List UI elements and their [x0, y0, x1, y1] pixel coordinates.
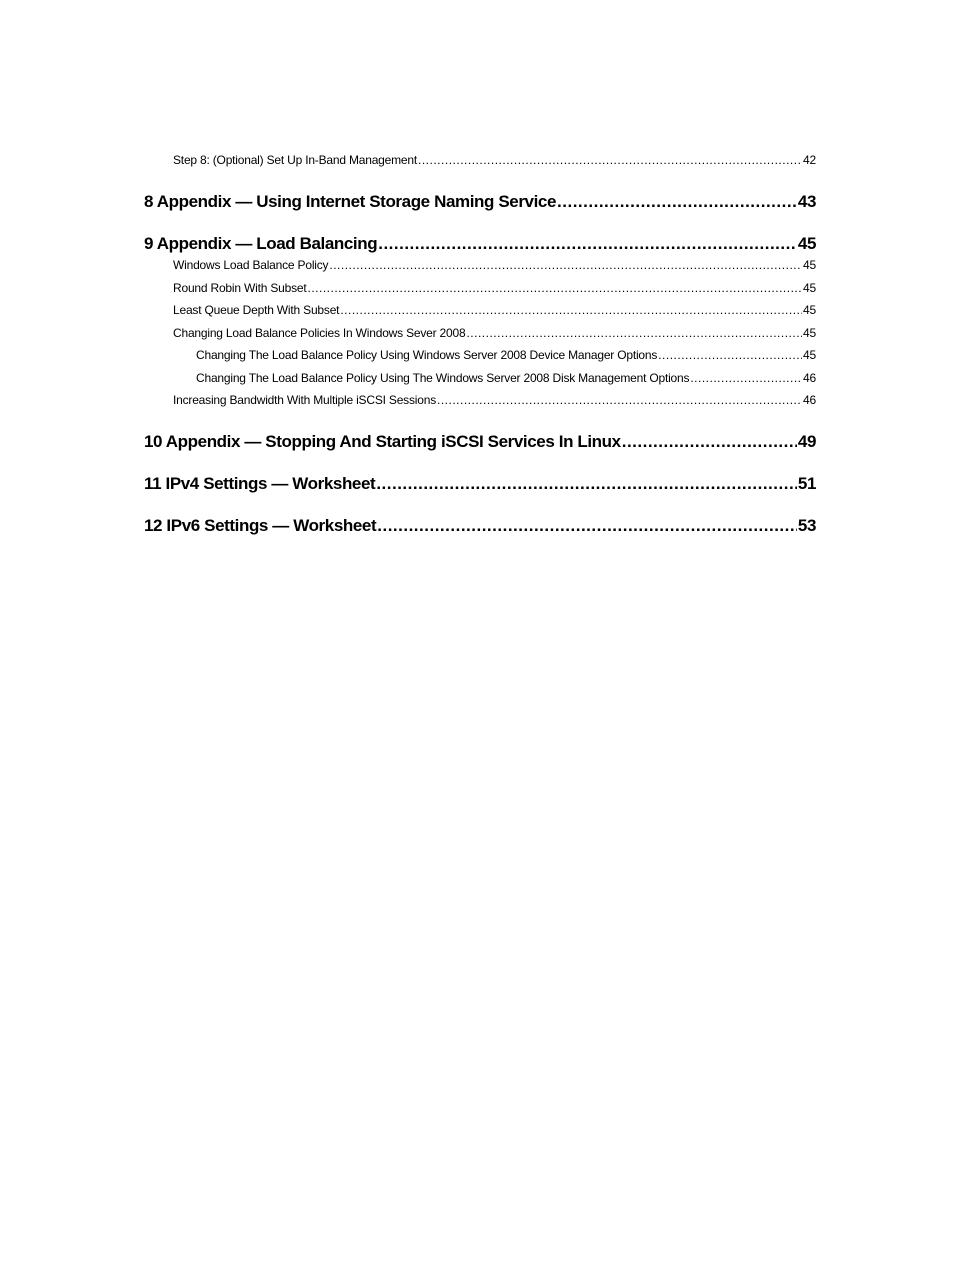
toc-entry-title: Increasing Bandwidth With Multiple iSCSI Sessions [173, 393, 436, 407]
toc-entry-page: 45 [803, 348, 816, 362]
toc-entry-page: 42 [803, 153, 816, 167]
dot-leader [690, 371, 802, 385]
dot-leader [437, 393, 802, 407]
toc-entry-title: Changing The Load Balance Policy Using The Windows Server 2008 Disk Management Options [196, 371, 690, 385]
toc-entry-disk-management-options[interactable] [196, 371, 816, 387]
toc-entry-title: Step 8: (Optional) Set Up In-Band Management [173, 153, 418, 167]
toc-entry-chapter-10[interactable] [144, 432, 816, 456]
toc-entry-page: 53 [797, 516, 816, 535]
toc-entry-title: Least Queue Depth With Subset [173, 303, 340, 317]
toc-entry-page: 45 [797, 234, 816, 253]
dot-leader [622, 432, 797, 452]
toc-entry-title: 10 Appendix — Stopping And Starting iSCSI Services In Linux [144, 432, 621, 451]
toc-entry-page: 45 [803, 281, 816, 295]
toc-entry-title: 12 IPv6 Settings — Worksheet [144, 516, 377, 535]
dot-leader [418, 153, 802, 167]
toc-entry-title: 11 IPv4 Settings — Worksheet [144, 474, 376, 493]
toc-entry-page: 43 [797, 192, 816, 211]
dot-leader [658, 348, 802, 362]
toc-entry-step-8[interactable] [173, 153, 816, 169]
toc-entry-chapter-8[interactable] [144, 192, 816, 216]
toc-entry-changing-load-balance-policies[interactable] [173, 326, 816, 342]
toc-entry-title: Changing The Load Balance Policy Using Windows Server 2008 Device Manager Options [196, 348, 658, 362]
dot-leader [557, 192, 797, 212]
toc-entry-windows-load-balance-policy[interactable] [173, 258, 816, 274]
dot-leader [466, 326, 802, 340]
toc-entry-page: 46 [803, 371, 816, 385]
toc-entry-page: 49 [797, 432, 816, 451]
toc-entry-device-manager-options[interactable] [196, 348, 816, 364]
toc-entry-title: 9 Appendix — Load Balancing [144, 234, 378, 253]
toc-entry-page: 51 [797, 474, 816, 493]
dot-leader [307, 281, 802, 295]
toc-entry-title: Round Robin With Subset [173, 281, 307, 295]
toc-entry-title: Changing Load Balance Policies In Windows Sever 2008 [173, 326, 466, 340]
toc-entry-increasing-bandwidth[interactable] [173, 393, 816, 409]
dot-leader [376, 474, 797, 494]
toc-entry-page: 45 [803, 303, 816, 317]
dot-leader [377, 516, 797, 536]
dot-leader [329, 258, 802, 272]
toc-entry-round-robin[interactable] [173, 281, 816, 297]
toc-entry-page: 46 [803, 393, 816, 407]
toc-entry-chapter-12[interactable] [144, 516, 816, 540]
toc-entry-chapter-11[interactable] [144, 474, 816, 498]
toc-entry-page: 45 [803, 258, 816, 272]
toc-entry-chapter-9[interactable] [144, 234, 816, 258]
toc-entry-title: 8 Appendix — Using Internet Storage Naming Service [144, 192, 557, 211]
toc-entry-least-queue-depth[interactable] [173, 303, 816, 319]
dot-leader [340, 303, 802, 317]
dot-leader [378, 234, 797, 254]
toc-entry-title: Windows Load Balance Policy [173, 258, 329, 272]
toc-entry-page: 45 [803, 326, 816, 340]
